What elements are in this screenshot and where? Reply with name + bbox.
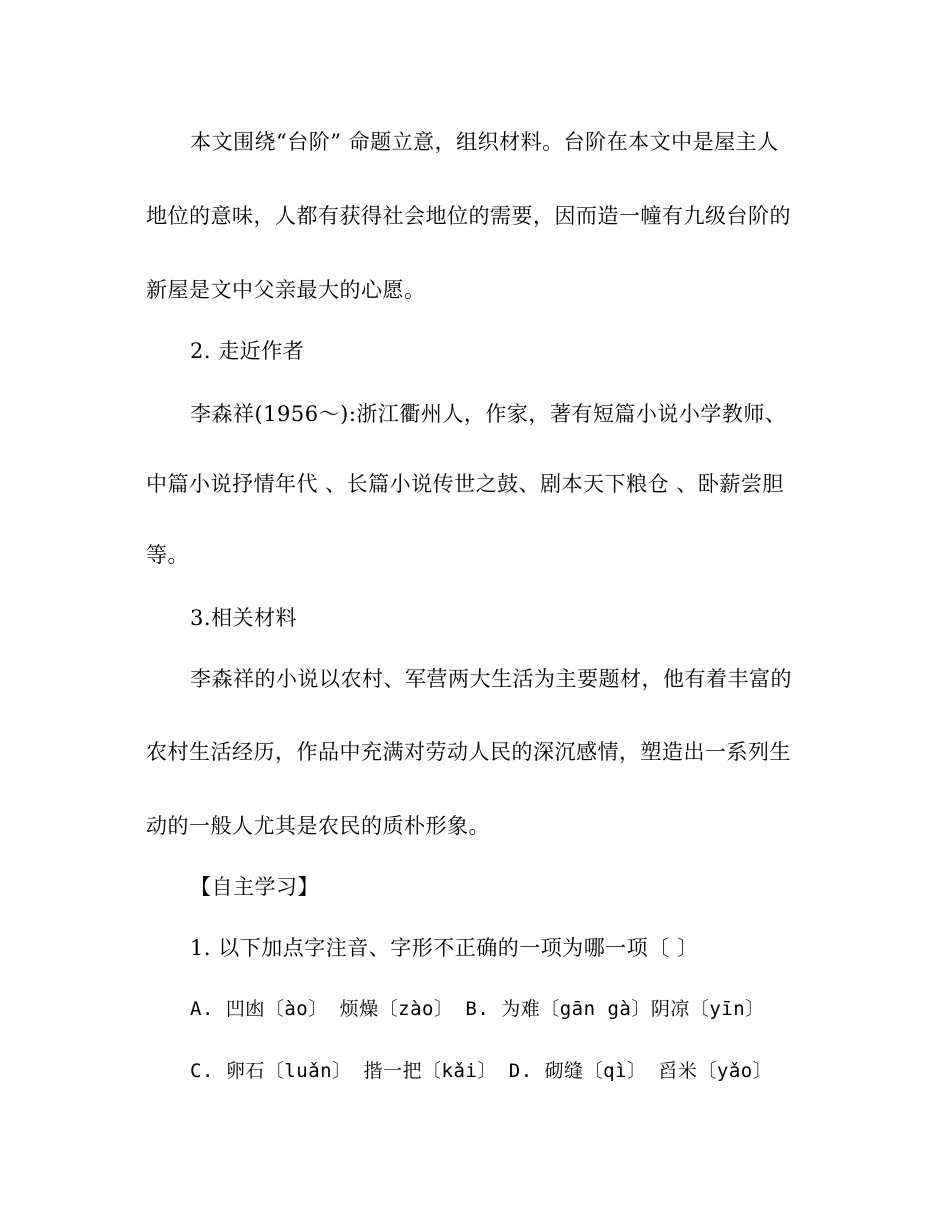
section-title: 【自主学习】 [190, 875, 319, 899]
paragraph3-line1: 李森祥的小说以农村、军营两大生活为主要题材，他有着丰富的 [190, 667, 792, 691]
options-line1: A. 凹凼〔ào〕 烦燥〔zào〕 B. 为难〔gān gà〕阴凉〔yīn〕 [190, 998, 765, 1020]
heading-author: 2. 走近作者 [190, 339, 305, 363]
paragraph2-line2: 中篇小说抒情年代 、长篇小说传世之鼓、剧本天下粮仓 、卧薪尝胆 [146, 472, 784, 496]
heading-materials: 3.相关材料 [190, 606, 298, 630]
paragraph1-line3: 新屋是文中父亲最大的心愿。 [146, 278, 426, 302]
paragraph2-line1: 李森祥(1956～):浙江衢州人，作家，著有短篇小说小学教师、 [190, 402, 787, 426]
question-1: 1. 以下加点字注音、字形不正确的一项为哪一项〔 〕 [190, 936, 699, 960]
paragraph2-line3: 等。 [146, 543, 189, 567]
paragraph3-line2: 农村生活经历，作品中充满对劳动人民的深沉感情，塑造出一系列生 [146, 740, 791, 764]
options-line2: C. 卵石〔luǎn〕 揩一把〔kǎi〕 D. 砌缝〔qì〕 舀米〔yǎo〕 [190, 1060, 773, 1082]
paragraph1-line1: 本文围绕“台阶” 命题立意，组织材料。台阶在本文中是屋主人 [190, 130, 779, 154]
paragraph1-line2: 地位的意味，人都有获得社会地位的需要，因而造一幢有九级台阶的 [146, 204, 791, 228]
paragraph3-line3: 动的一般人尤其是农民的质朴形象。 [146, 814, 490, 838]
